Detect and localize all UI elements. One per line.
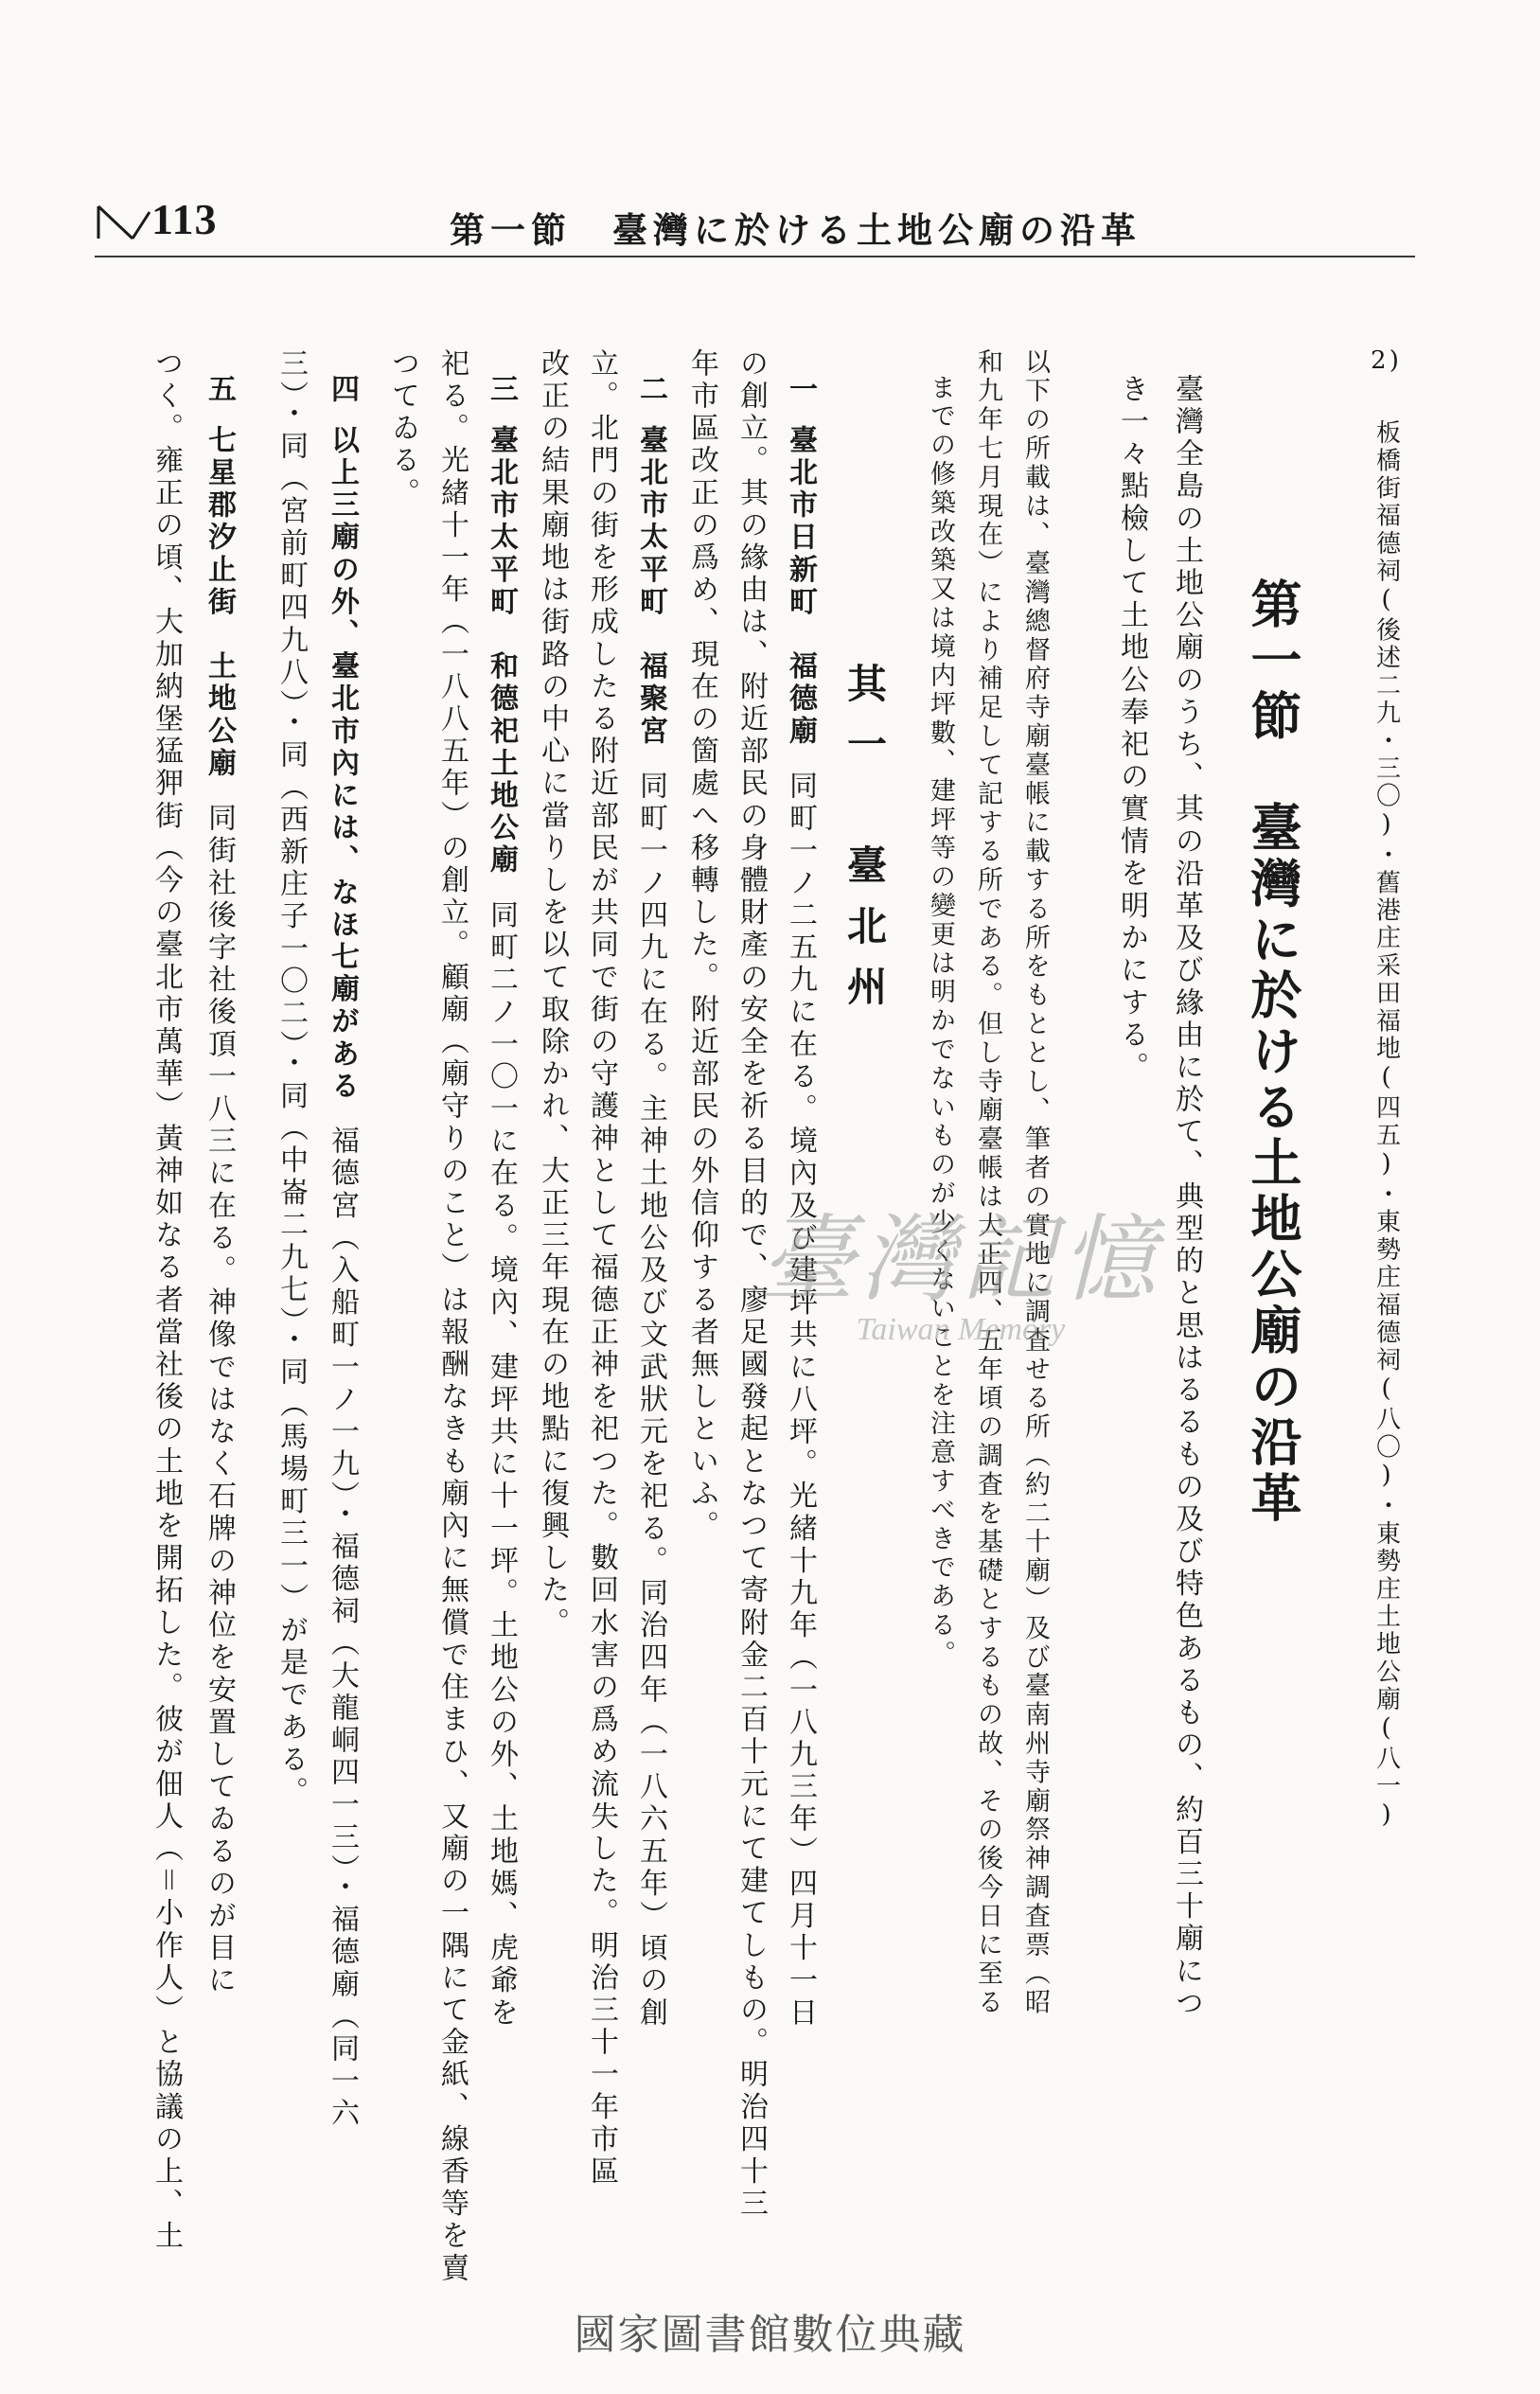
entry-line: 同町二ノ一〇一に在る。境內、建坪共に十一坪。土地公の外、土地媽、虎爺を [485,899,518,2030]
entry-line: 祀る。光緒十一年（一八八五年）の創立。顧廟（廟守りのこと）は報酬なきも廟內に無償で住まひ、又廟の一隅にて金紙、線香等を賣 [435,348,469,2285]
running-title: 第一節 臺灣に於ける土地公廟の沿革 [450,209,1142,251]
entry-heading: 七星郡汐止街 土地公廟 [203,425,236,781]
entry-line: 改正の結果廟地は街路の中心に當りしを以て取除かれ、大正三年現在の地點に復興した。 [536,348,569,1640]
note-line: 和九年七月現在）により補足して記する所である。但し寺廟臺帳は大正四、五年頃の調査を基礎とするもの故、その後今日に至る [973,348,1002,2018]
entry-first-line [326,374,359,2131]
header-divider [95,256,1415,257]
note-line: までの修築改築又は境内坪數、建坪等の變更は明かでないものが少くないことを注意すべきである。 [926,374,955,1669]
watermark-chinese: 臺灣記憶 [760,1204,1161,1315]
entry-line: 年市區改正の爲め、現在の箇處へ移轉した。附近部民の外信仰する者無しといふ。 [685,348,718,1543]
entry-line: 福德宮（入船町一ノ一九）・福德祠（大龍峒四一三）・福德廟（同一六 [326,1126,359,2131]
header-corner-mark-icon [95,203,151,240]
entry-first-line [203,374,236,1997]
watermark-english: Taiwan Memory [856,1312,1066,1347]
entry-number: 一 [784,374,817,407]
footnote [1371,348,1402,1832]
entry-line: 同街社後字社後頂一八三に在る。神像ではなく石牌の神位を安置してゐるのが目に [203,803,236,1997]
intro-line: 臺灣全島の土地公廟のうち、其の沿革及び緣由に於て、典型的と思はるるもの及び特色あるもの、約百三十廟につ [1170,374,1203,2021]
entry-number: 四 [326,374,359,407]
entry-line: 同町一ノ四九に在る。主神土地公及び文武狀元を祀る。同治四年（一八六五年）頃の創 [634,771,667,2030]
entry-number: 五 [203,374,236,407]
entry-line: 同町一ノ二五九に在る。境內及び建坪共に八坪。光緒十九年（一八九三年）四月十一日 [784,771,817,2030]
page-number: 113 [151,195,218,243]
intro-line: き一々點檢して土地公奉祀の實情を明かにする。 [1115,374,1148,1085]
library-footer: 國家圖書館數位典藏 [574,2311,966,2359]
section-title: 第一節 臺灣に於ける土地公廟の沿革 [1243,577,1303,1527]
entry-line: つく。雍正の頃、大加納堡猛狎街（今の臺北市萬華）黃神如なる者當社後の土地を開拓した。彼が佃人（＝小作人）と協議の上、土 [150,348,183,2253]
entry-heading: 臺北市太平町 福聚宮 [634,425,667,749]
entry-line: 立。北門の街を形成したる附近部民が共同で街の守護神として福德正神を祀つた。數回水害の爲め流失した。明治三十一年市區 [585,348,618,2189]
entry-first-line [634,374,667,2030]
note-line: 以下の所載は、臺灣總督府寺廟臺帳に載する所をもととし、筆者の實地に調査せる所（約二十廟）及び臺南州寺廟祭神調査票（昭 [1020,348,1050,2018]
entry-heading: 臺北市太平町 和德祀土地公廟 [485,425,518,878]
entry-first-line [784,374,817,2030]
footnote-text: 板橋街福德祠(後述二九・三〇)・舊港庄采田福地(四五)・東勢庄福德祠(八〇)・東勢庄土地公廟(八一) [1372,419,1401,1833]
footnote-marker: 2) [1371,346,1403,375]
entry-heading: 以上三廟の外、臺北市內には、なほ七廟がある [326,425,359,1104]
entry-heading: 臺北市日新町 福德廟 [784,425,817,749]
entry-line: の創立。其の緣由は、附近部民の身體財產の安全を祈る目的で、廖足國發起となつて寄附金二百十元にて建てしもの。明治四十三 [735,348,768,2221]
entry-first-line [485,374,518,2030]
entry-line: つてゐる。 [386,348,419,510]
entry-number: 二 [634,374,667,407]
entry-line: 三）・同（宮前町四九八）・同（西新庄子一〇二）・同（中崙二九七）・同（馬場町三一）が是である。 [274,348,308,1809]
entry-number: 三 [485,374,518,407]
subsection-title: 其一 臺北州 [841,663,888,1026]
